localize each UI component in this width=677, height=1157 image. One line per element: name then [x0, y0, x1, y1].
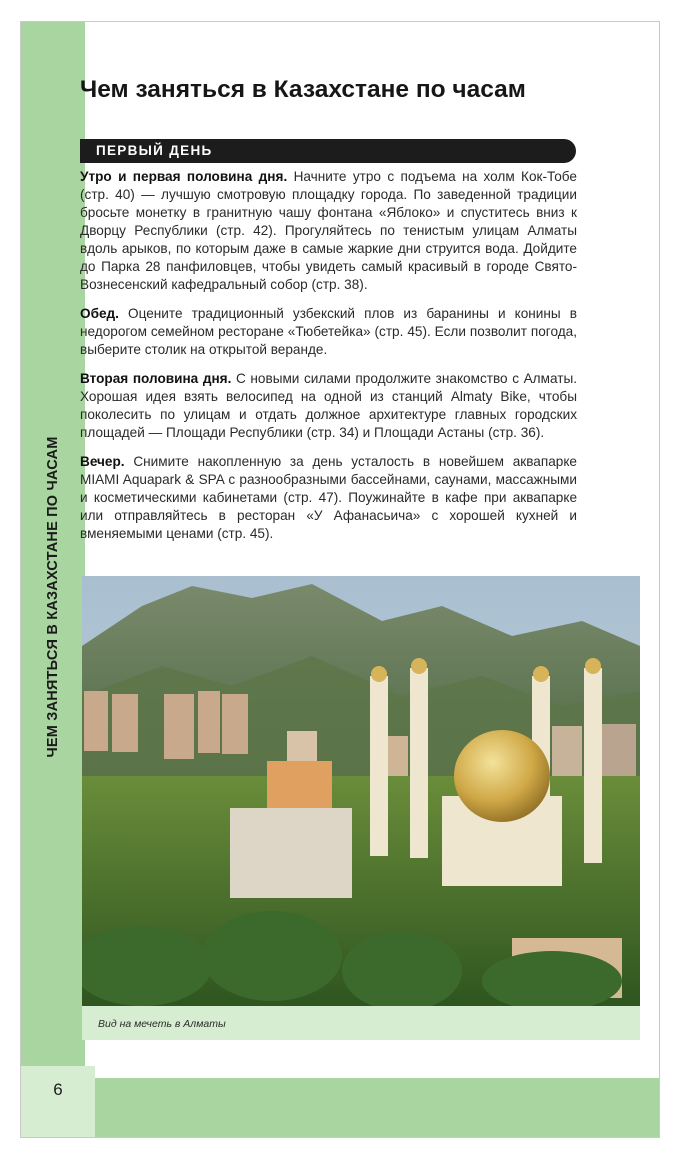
page-title: Чем заняться в Казахстане по часам [80, 76, 526, 103]
section-heading: Вечер. [80, 454, 125, 469]
section-heading: Обед. [80, 306, 119, 321]
day-header-bar [80, 139, 576, 163]
section-lunch [80, 305, 577, 359]
section-heading: Вторая половина дня. [80, 371, 232, 386]
itinerary-text [80, 168, 577, 554]
page-number: 6 [53, 1080, 63, 1099]
section-text: С новыми силами продолжите знакомство с Алматы. Хорошая идея взять велосипед на одной из станций Almaty Bike, чтобы поколесить по улицам и отдать должное архитектуре главных городских площадей — Площади Республики (стр. 34) и Площади Астаны (стр. 36). [80, 371, 577, 440]
section-morning [80, 168, 577, 294]
section-afternoon [80, 370, 577, 442]
section-text: Оцените традиционный узбекский плов из баранины и конины в недорогом семейном ресторане «Тюбетейка» (стр. 45). Если позволит погода, выберите столик на открытой веранде. [80, 306, 577, 357]
bottom-band [95, 1078, 660, 1138]
page-number-box [21, 1066, 95, 1138]
day-header-label: ПЕРВЫЙ ДЕНЬ [96, 143, 213, 158]
mosque-photo [82, 576, 640, 1006]
book-page: ЧЕМ ЗАНЯТЬСЯ В КАЗАХСТАНЕ ПО ЧАСАМ 6 [20, 21, 660, 1138]
section-evening [80, 453, 577, 543]
golden-dome [454, 730, 550, 822]
photo-caption: Вид на мечеть в Алматы [98, 1018, 226, 1030]
section-heading: Утро и первая половина дня. [80, 169, 288, 184]
orange-building [267, 761, 332, 809]
section-text: Снимите накопленную за день усталость в новейшем аквапарке MIAMI Aquapark & SPA с разнообразными бассейнами, саунами, массажными и косметическими кабинетами (стр. 47). Поужинайте в кафе при аквапарке или отправляйтесь в ресторан «У Афанасьича» с хорошей кухней и вменяемыми ценами (стр. 45). [80, 454, 577, 541]
section-text: Начните утро с подъема на холм Кок-Тобе (стр. 40) — лучшую смотровую площадку города. По заведенной традиции бросьте монетку в гранитную чашу фонтана «Яблоко» и спуститесь вниз к Дворцу Республики (стр. 42). Прогуляйтесь по тенистым улицам Алматы вдоль арыков, по которым даже в самые жаркие дни струится вода. Дойдите до Парка 28 панфиловцев, чтобы увидеть самый красивый в городе Свято-Вознесенский кафедральный собор (стр. 38). [80, 169, 577, 292]
office-building [230, 808, 352, 898]
